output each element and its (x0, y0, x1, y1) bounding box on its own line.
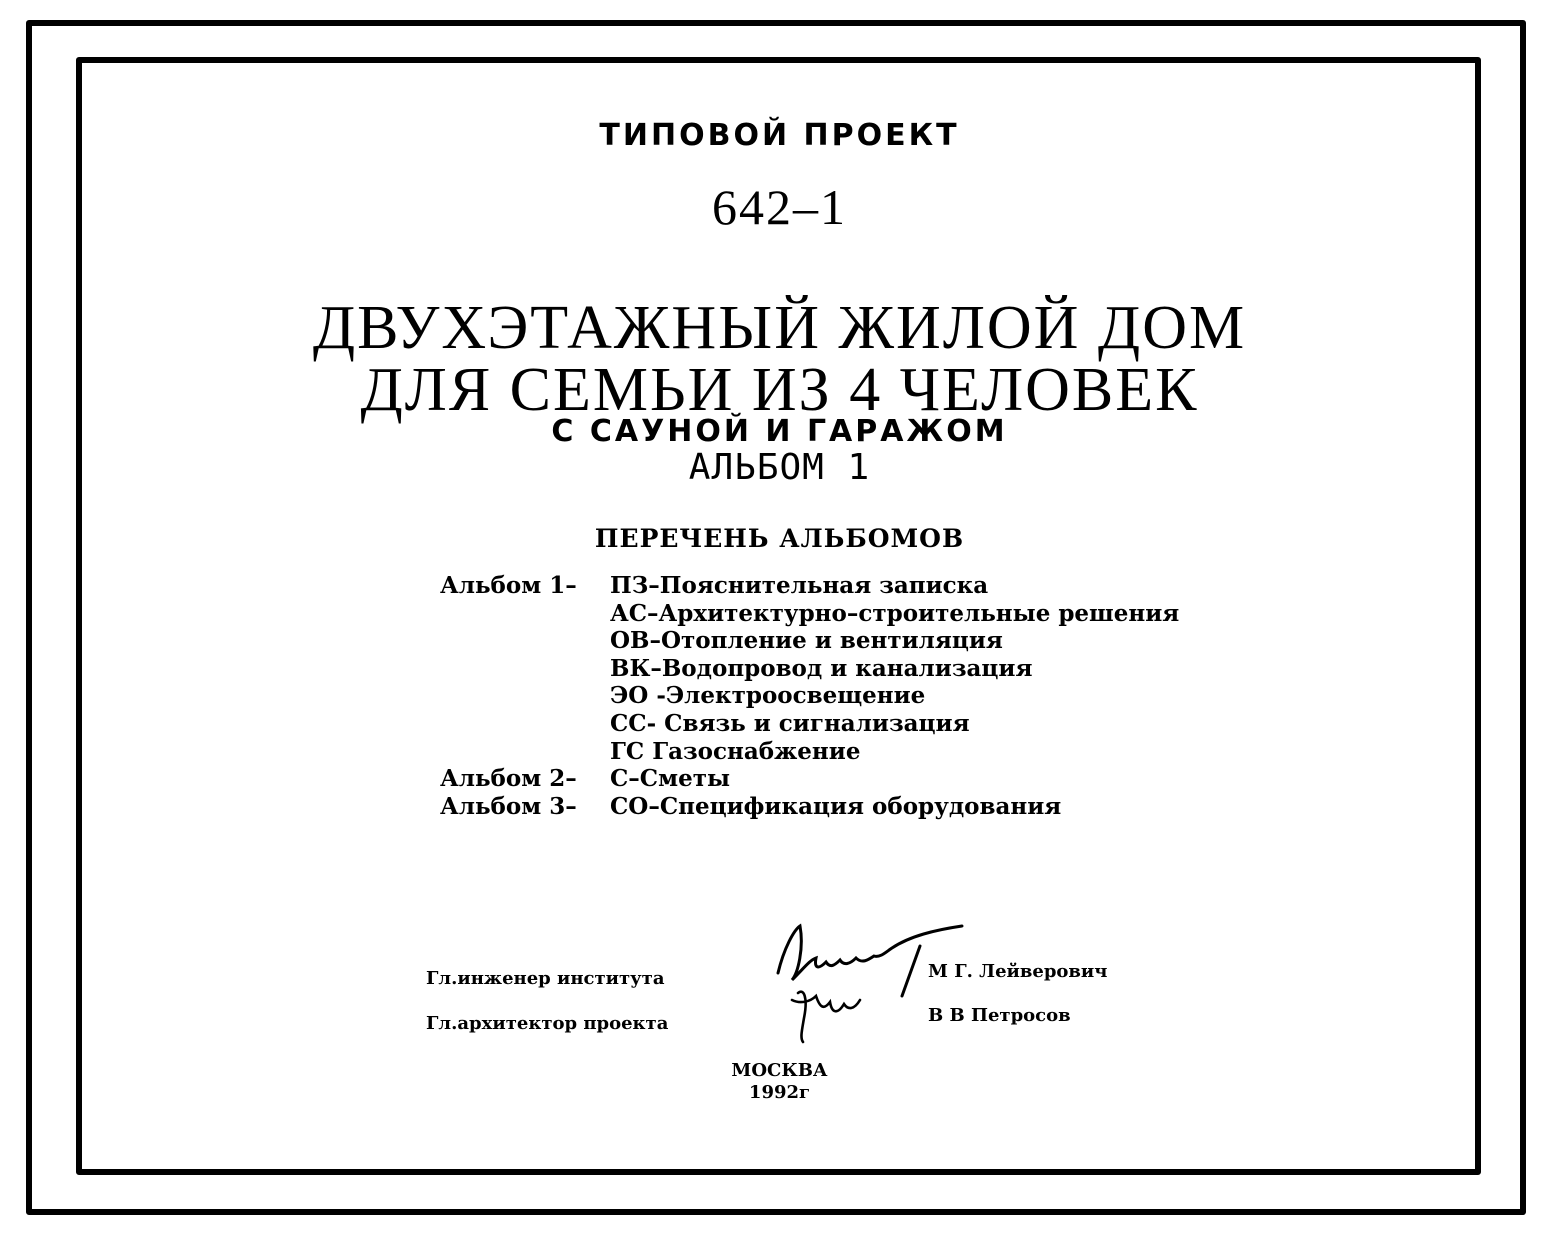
album-section: СС- Связь и сигнализация (610, 709, 970, 737)
album-section: ОВ–Отопление и вентиляция (610, 627, 1003, 655)
album-section: ВК–Водопровод и канализация (610, 654, 1033, 682)
chief-engineer-name: М Г. Лейверович (928, 961, 1108, 982)
project-number: 642–1 (712, 179, 847, 235)
album-number: АЛЬБОМ 1 (688, 447, 871, 488)
chief-engineer-role: Гл.инженер института (426, 968, 665, 989)
album-section: ГС Газоснабжение (610, 737, 861, 765)
title-line-1: ДВУХЭТАЖНЫЙ ЖИЛОЙ ДОМ (312, 294, 1247, 362)
album-label: Альбом 1– (440, 572, 577, 599)
album-section: ПЗ–Пояснительная записка (610, 572, 989, 599)
album-label: Альбом 3– (440, 792, 577, 820)
city: МОСКВА (731, 1060, 828, 1081)
album-section: СО–Спецификация оборудования (610, 792, 1062, 820)
album-section: ЭО -Электроосвещение (610, 682, 926, 710)
title-line-2: ДЛЯ СЕМЬИ ИЗ 4 ЧЕЛОВЕК (360, 356, 1199, 424)
chief-architect-role: Гл.архитектор проекта (426, 1013, 669, 1034)
chief-architect-name: В В Петросов (928, 1005, 1071, 1026)
album-section: С–Сметы (610, 765, 731, 793)
document-type-label: ТИПОВОЙ ПРОЕКТ (599, 118, 960, 153)
year: 1992г (748, 1082, 811, 1103)
albums-list-heading: ПЕРЕЧЕНЬ АЛЬБОМОВ (594, 524, 965, 553)
album-section: АС–Архитектурно–строительные решения (610, 599, 1180, 627)
album-label: Альбом 2– (440, 765, 577, 793)
subtitle: С САУНОЙ И ГАРАЖОМ (551, 414, 1008, 449)
handwritten-signature (770, 918, 970, 1048)
